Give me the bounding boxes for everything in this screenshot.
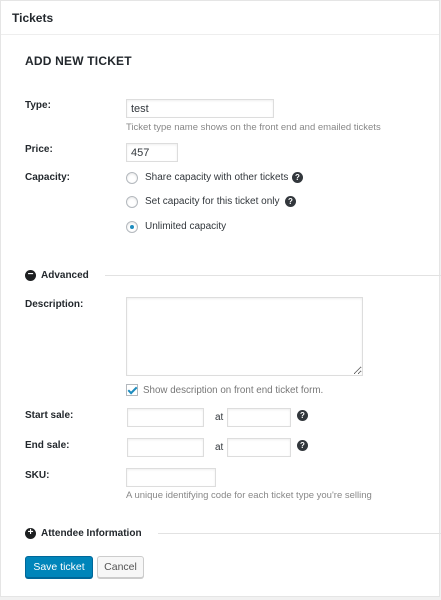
radio-button[interactable] — [126, 196, 138, 208]
radio-button[interactable] — [126, 172, 138, 184]
show-description-label: Show description on front end ticket form. — [143, 385, 324, 396]
divider — [158, 533, 441, 534]
radio-button-checked[interactable] — [126, 221, 138, 233]
capacity-option-label: Share capacity with other tickets — [145, 172, 289, 183]
end-sale-date-input[interactable] — [127, 438, 204, 457]
type-input[interactable] — [126, 99, 274, 118]
save-ticket-button[interactable]: Save ticket — [25, 556, 93, 578]
capacity-option-shared[interactable] — [126, 172, 316, 186]
help-icon[interactable]: ? — [297, 410, 308, 421]
panel-header — [1, 1, 439, 35]
section-title: ADD NEW TICKET — [25, 54, 132, 68]
price-input[interactable] — [126, 143, 178, 162]
start-sale-label: Start sale: — [25, 410, 74, 421]
capacity-option-unlimited[interactable] — [126, 221, 246, 235]
attendee-info-label: Attendee Information — [41, 528, 142, 539]
plus-circle-icon: + — [25, 528, 36, 539]
sku-hint: A unique identifying code for each ticket type you're selling — [126, 490, 372, 501]
start-sale-time-input[interactable] — [227, 408, 291, 427]
sku-input[interactable] — [126, 468, 216, 487]
end-sale-at-text: at — [215, 442, 224, 453]
attendee-info-toggle[interactable] — [25, 528, 155, 542]
advanced-toggle[interactable] — [25, 270, 95, 284]
start-sale-at-text: at — [215, 412, 224, 423]
end-sale-label: End sale: — [25, 440, 70, 451]
sku-label: SKU: — [25, 470, 50, 481]
capacity-option-own[interactable] — [126, 196, 316, 210]
minus-circle-icon: − — [25, 270, 36, 281]
panel-title: Tickets — [12, 11, 54, 25]
divider — [105, 275, 441, 276]
end-sale-time-input[interactable] — [227, 438, 291, 457]
capacity-option-label: Set capacity for this ticket only — [145, 196, 280, 207]
cancel-button[interactable]: Cancel — [97, 556, 144, 578]
capacity-option-label: Unlimited capacity — [145, 221, 227, 232]
help-icon[interactable]: ? — [297, 440, 308, 451]
type-hint: Ticket type name shows on the front end and emailed tickets — [126, 122, 381, 133]
show-description-checkbox[interactable] — [126, 384, 138, 396]
help-icon[interactable]: ? — [285, 196, 296, 207]
capacity-label: Capacity: — [25, 172, 71, 183]
description-label: Description: — [25, 299, 84, 310]
type-label: Type: — [25, 100, 51, 111]
description-textarea[interactable] — [126, 297, 363, 376]
help-icon[interactable]: ? — [292, 172, 303, 183]
advanced-label: Advanced — [41, 270, 89, 281]
start-sale-date-input[interactable] — [127, 408, 204, 427]
price-label: Price: — [25, 144, 53, 155]
